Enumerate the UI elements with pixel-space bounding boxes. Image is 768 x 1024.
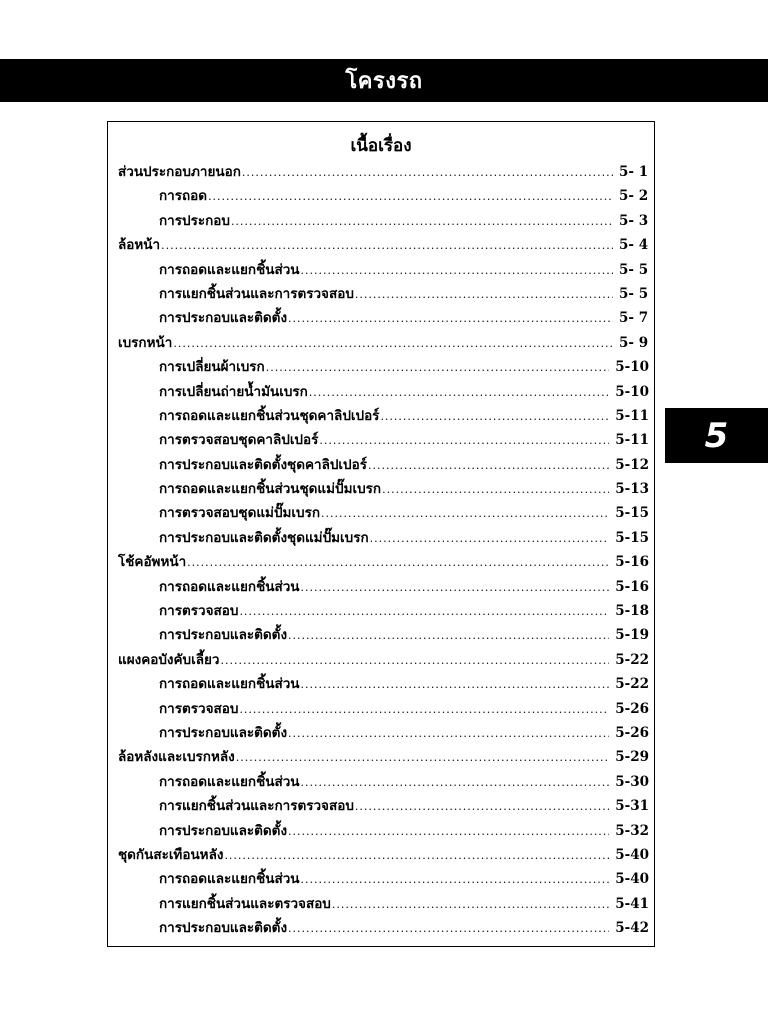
- toc-entry-page: 5-42: [615, 920, 649, 937]
- toc-entry-label: การถอดและแยกชิ้นส่วนชุดคาลิปเปอร์: [159, 407, 380, 424]
- toc-entry-page: 5-18: [615, 603, 649, 620]
- toc-entry-label: ล้อหน้า: [118, 237, 161, 254]
- toc-entry-label: การเปลี่ยนผ้าเบรก: [159, 359, 265, 376]
- toc-entry: [118, 550, 649, 574]
- toc-entry-page: 5-12: [615, 456, 649, 473]
- toc-subentry: [118, 916, 649, 940]
- toc-subentry: [118, 770, 649, 794]
- toc-dot-leader: [309, 386, 609, 399]
- toc-subentry: [118, 867, 649, 891]
- toc-entry: [118, 233, 649, 257]
- toc-entry-label: การตรวจสอบชุดคาลิปเปอร์: [159, 432, 319, 449]
- toc-entry-label: การถอดและแยกชิ้นส่วน: [159, 578, 300, 595]
- toc-dot-leader: [301, 776, 610, 789]
- toc-dot-leader: [382, 483, 609, 496]
- toc-entry: [118, 648, 649, 672]
- toc-entry-label: การแยกชิ้นส่วนและการตรวจสอบ: [159, 798, 354, 815]
- toc-dot-leader: [231, 215, 613, 228]
- toc-subentry: [118, 794, 649, 818]
- toc-dot-leader: [161, 239, 613, 252]
- chapter-title: โครงรถ: [345, 68, 423, 94]
- toc-entry-page: 5-10: [615, 383, 649, 400]
- toc-entry-page: 5-19: [615, 627, 649, 644]
- toc-subentry: [118, 599, 649, 623]
- toc-heading: เนื้อเรื่อง: [350, 136, 412, 156]
- toc-subentry: [118, 355, 649, 379]
- toc-dot-leader: [173, 337, 613, 350]
- toc-dot-leader: [239, 703, 609, 716]
- toc-entry-page: 5- 3: [619, 212, 649, 229]
- toc-entry: [118, 160, 649, 184]
- toc-entry-label: การถอดและแยกชิ้นส่วนชุดแม่ปั๊มเบรก: [159, 481, 382, 498]
- toc-entry-page: 5-16: [615, 578, 649, 595]
- toc-entry-page: 5-40: [615, 846, 649, 863]
- toc-dot-leader: [301, 264, 613, 277]
- toc-subentry: [118, 404, 649, 428]
- toc-entry-label: การตรวจสอบ: [159, 700, 239, 717]
- toc-entry-page: 5-26: [615, 724, 649, 741]
- toc-subentry: [118, 258, 649, 282]
- toc-entry-page: 5- 5: [619, 285, 649, 302]
- toc-entry-page: 5-10: [615, 359, 649, 376]
- toc-subentry: [118, 892, 649, 916]
- toc-entry-page: 5-15: [615, 529, 649, 546]
- toc-dot-leader: [242, 166, 613, 179]
- toc-entry-label: การถอด: [159, 188, 208, 205]
- toc-subentry: [118, 184, 649, 208]
- toc-entry-page: 5-40: [615, 871, 649, 888]
- toc-entry-page: 5-22: [615, 676, 649, 693]
- toc-dot-leader: [370, 532, 610, 545]
- toc-entry-page: 5-16: [615, 554, 649, 571]
- toc-dot-leader: [266, 361, 610, 374]
- toc-entry-page: 5- 9: [619, 334, 649, 351]
- toc-dot-leader: [332, 898, 609, 911]
- toc-dot-leader: [288, 629, 609, 642]
- toc-entry-label: การประกอบและติดตั้ง: [159, 310, 288, 327]
- toc-entry-page: 5-30: [615, 773, 649, 790]
- toc-entry-page: 5-29: [615, 749, 649, 766]
- table-of-contents: [107, 121, 655, 947]
- toc-entry-page: 5-22: [615, 651, 649, 668]
- toc-entry-page: 5-11: [615, 432, 649, 449]
- toc-entry-page: 5- 7: [619, 310, 649, 327]
- toc-dot-leader: [301, 581, 610, 594]
- toc-subentry: [118, 721, 649, 745]
- chapter-tab-label: 5: [704, 415, 729, 456]
- toc-entry-label: การประกอบ: [159, 212, 230, 229]
- toc-dot-leader: [355, 800, 609, 813]
- toc-entry-page: 5-41: [615, 895, 649, 912]
- toc-subentry: [118, 819, 649, 843]
- toc-entry-label: การตรวจสอบชุดแม่ปั๊มเบรก: [159, 505, 321, 522]
- toc-dot-leader: [301, 873, 610, 886]
- toc-entry-label: แผงคอบังคับเลี้ยว: [118, 651, 220, 668]
- toc-dot-leader: [220, 654, 609, 667]
- toc-entry-label: การประกอบและติดตั้ง: [159, 724, 288, 741]
- toc-dot-leader: [288, 825, 609, 838]
- toc-dot-leader: [208, 190, 613, 203]
- toc-subentry: [118, 477, 649, 501]
- toc-entry-label: โช้คอัพหน้า: [118, 554, 187, 571]
- toc-subentry: [118, 209, 649, 233]
- toc-entry-label: การประกอบและติดตั้ง: [159, 822, 288, 839]
- toc-subentry: [118, 380, 649, 404]
- toc-dot-leader: [288, 312, 613, 325]
- toc-subentry: [118, 575, 649, 599]
- toc-entry-label: เบรกหน้า: [118, 334, 173, 351]
- toc-dot-leader: [380, 410, 609, 423]
- toc-entry-page: 5- 1: [619, 164, 649, 180]
- toc-entry-label: การประกอบและติดตั้ง: [159, 920, 288, 937]
- toc-subentry: [118, 282, 649, 306]
- toc-dot-leader: [301, 678, 610, 691]
- toc-entry-page: 5-15: [615, 505, 649, 522]
- toc-dot-leader: [355, 288, 613, 301]
- toc-dot-leader: [236, 751, 609, 764]
- toc-dot-leader: [321, 507, 609, 520]
- toc-dot-leader: [288, 922, 609, 935]
- toc-entry-label: ส่วนประกอบภายนอก: [118, 164, 241, 180]
- toc-dot-leader: [288, 727, 609, 740]
- toc-entry-label: การตรวจสอบ: [159, 603, 239, 620]
- toc-dot-leader: [319, 434, 609, 447]
- toc-entry-label: การแยกชิ้นส่วนและการตรวจสอบ: [159, 285, 354, 302]
- toc-entry-label: การถอดและแยกชิ้นส่วน: [159, 773, 300, 790]
- toc-subentry: [118, 428, 649, 452]
- toc-entry-label: การแยกชิ้นส่วนและตรวจสอบ: [159, 895, 331, 912]
- toc-subentry: [118, 623, 649, 647]
- toc-entry-label: การประกอบและติดตั้ง: [159, 627, 288, 644]
- toc-entry-page: 5-32: [615, 822, 649, 839]
- toc-entry: [118, 745, 649, 769]
- toc-subentry: [118, 526, 649, 550]
- toc-subentry: [118, 672, 649, 696]
- toc-entry-page: 5-13: [615, 481, 649, 498]
- toc-entry-label: การประกอบและติดตั้งชุดคาลิปเปอร์: [159, 456, 367, 473]
- chapter-tab: [665, 408, 768, 463]
- toc-entry-label: การเปลี่ยนถ่ายน้ำมันเบรก: [159, 383, 308, 400]
- toc-entry-label: การประกอบและติดตั้งชุดแม่ปั๊มเบรก: [159, 529, 369, 546]
- toc-entry-label: การถอดและแยกชิ้นส่วน: [159, 261, 300, 278]
- toc-entry-page: 5-11: [615, 407, 649, 424]
- chapter-header-bar: [0, 59, 768, 102]
- toc-subentry: [118, 697, 649, 721]
- toc-entry-page: 5- 4: [619, 237, 649, 254]
- toc-entry-page: 5-31: [615, 798, 649, 815]
- toc-entry-label: ล้อหลังและเบรกหลัง: [118, 749, 235, 766]
- toc-entry-label: การถอดและแยกชิ้นส่วน: [159, 676, 300, 693]
- toc-entry: [118, 331, 649, 355]
- toc-subentry: [118, 501, 649, 525]
- toc-list: [118, 160, 649, 941]
- toc-entry-page: 5-26: [615, 700, 649, 717]
- toc-subentry: [118, 306, 649, 330]
- toc-entry: [118, 843, 649, 867]
- toc-dot-leader: [239, 605, 609, 618]
- toc-subentry: [118, 453, 649, 477]
- toc-dot-leader: [224, 849, 609, 862]
- toc-entry-page: 5- 5: [619, 261, 649, 278]
- toc-dot-leader: [187, 556, 609, 569]
- toc-entry-page: 5- 2: [619, 188, 649, 205]
- toc-entry-label: ชุดกันสะเทือนหลัง: [118, 846, 224, 863]
- toc-entry-label: การถอดและแยกชิ้นส่วน: [159, 871, 300, 888]
- toc-dot-leader: [368, 459, 609, 472]
